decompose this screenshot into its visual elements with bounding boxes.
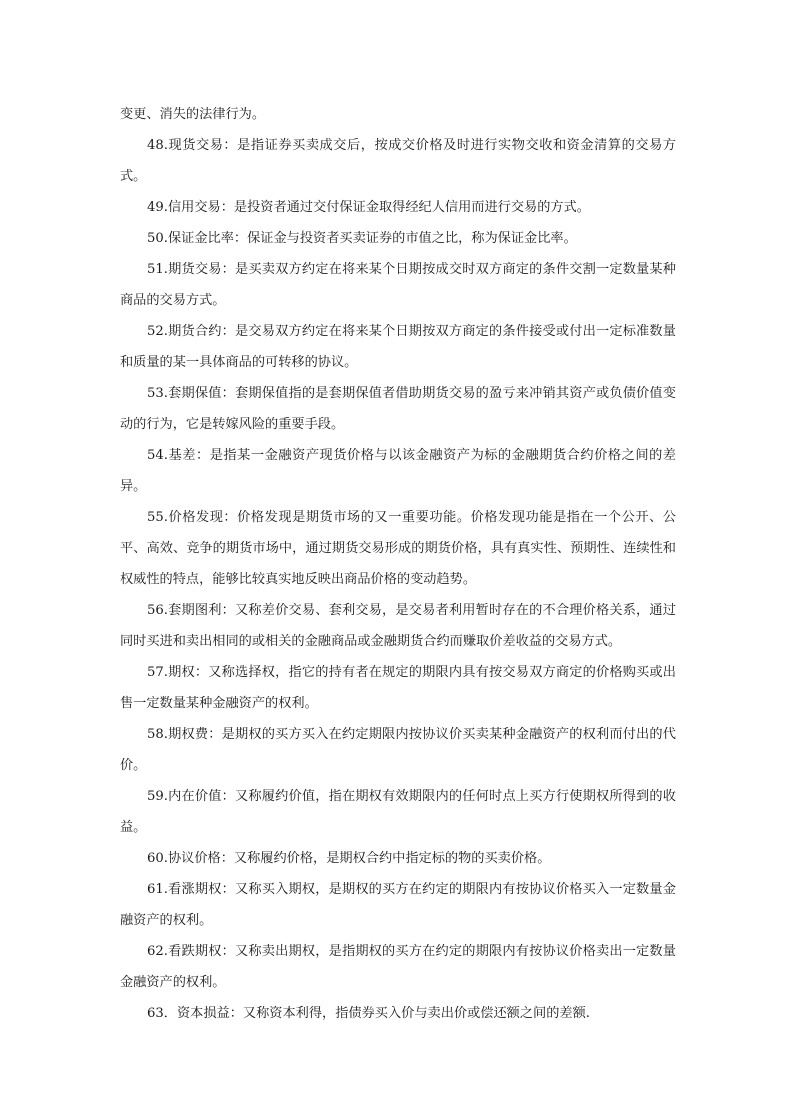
term-63-capital-gain: 63．资本损益：又称资本利得，指债券买入价与卖出价或偿还额之间的差额. (147, 1006, 590, 1021)
term-57-option: 57.期权：又称选择权，指它的持有者在规定的期限内具有按交易双方商定的价格购买或出售一定数量某种金融资产的权利。 (120, 665, 676, 711)
document-body (120, 99, 676, 1029)
term-50-margin-ratio: 50.保证金比率：保证金与投资者买卖证券的市值之比，称为保证金比率。 (147, 231, 577, 246)
term-54-basis: 54.基差：是指某一金融资产现货价格与以该金融资产为标的金融期货合约价格之间的差异。 (120, 448, 676, 494)
term-51-futures-trading: 51.期货交易：是买卖双方约定在将来某个日期按成交时双方商定的条件交割一定数量某种商品的交易方式。 (120, 262, 676, 308)
term-62-put-option: 62.看跌期权：又称卖出期权，是指期权的买方在约定的期限内有按协议价格卖出一定数量金融资产的权利。 (120, 944, 676, 990)
term-60-strike-price: 60.协议价格：又称履约价格，是期权合约中指定标的物的买卖价格。 (147, 851, 551, 866)
term-58-option-premium: 58.期权费：是期权的买方买入在约定期限内按协议价买卖某种金融资产的权利而付出的代价。 (120, 727, 676, 773)
term-56-arbitrage: 56.套期图利：又称差价交易、套利交易，是交易者利用暂时存在的不合理价格关系，通过同时买进和卖出相同的或相关的金融商品或金融期货合约而赚取价差收益的交易方式。 (120, 603, 676, 649)
paragraph-continuation: 变更、消失的法律行为。 (120, 107, 266, 122)
term-48-spot-trading: 48.现货交易：是指证券买卖成交后，按成交价格及时进行实物交收和资金清算的交易方式。 (120, 138, 676, 184)
term-49-margin-trading: 49.信用交易：是投资者通过交付保证金取得经纪人信用而进行交易的方式。 (147, 200, 590, 215)
term-61-call-option: 61.看涨期权：又称买入期权，是期权的买方在约定的期限内有按协议价格买入一定数量金融资产的权利。 (120, 882, 676, 928)
term-59-intrinsic-value: 59.内在价值：又称履约价值，指在期权有效期限内的任何时点上买方行使期权所得到的收益。 (120, 789, 676, 835)
term-52-futures-contract: 52.期货合约：是交易双方约定在将来某个日期按双方商定的条件接受或付出一定标准数量和质量的某一具体商品的可转移的协议。 (120, 324, 676, 370)
term-53-hedging: 53.套期保值：套期保值指的是套期保值者借助期货交易的盈亏来冲销其资产或负债价值变动的行为，它是转嫁风险的重要手段。 (120, 386, 676, 432)
term-55-price-discovery: 55.价格发现：价格发现是期货市场的又一重要功能。价格发现功能是指在一个公开、公平、高效、竞争的期货市场中，通过期货交易形成的期货价格，具有真实性、预期性、连续性和权威性的特点，能够比较真实地反映出商品价格的变动趋势。 (120, 510, 676, 587)
